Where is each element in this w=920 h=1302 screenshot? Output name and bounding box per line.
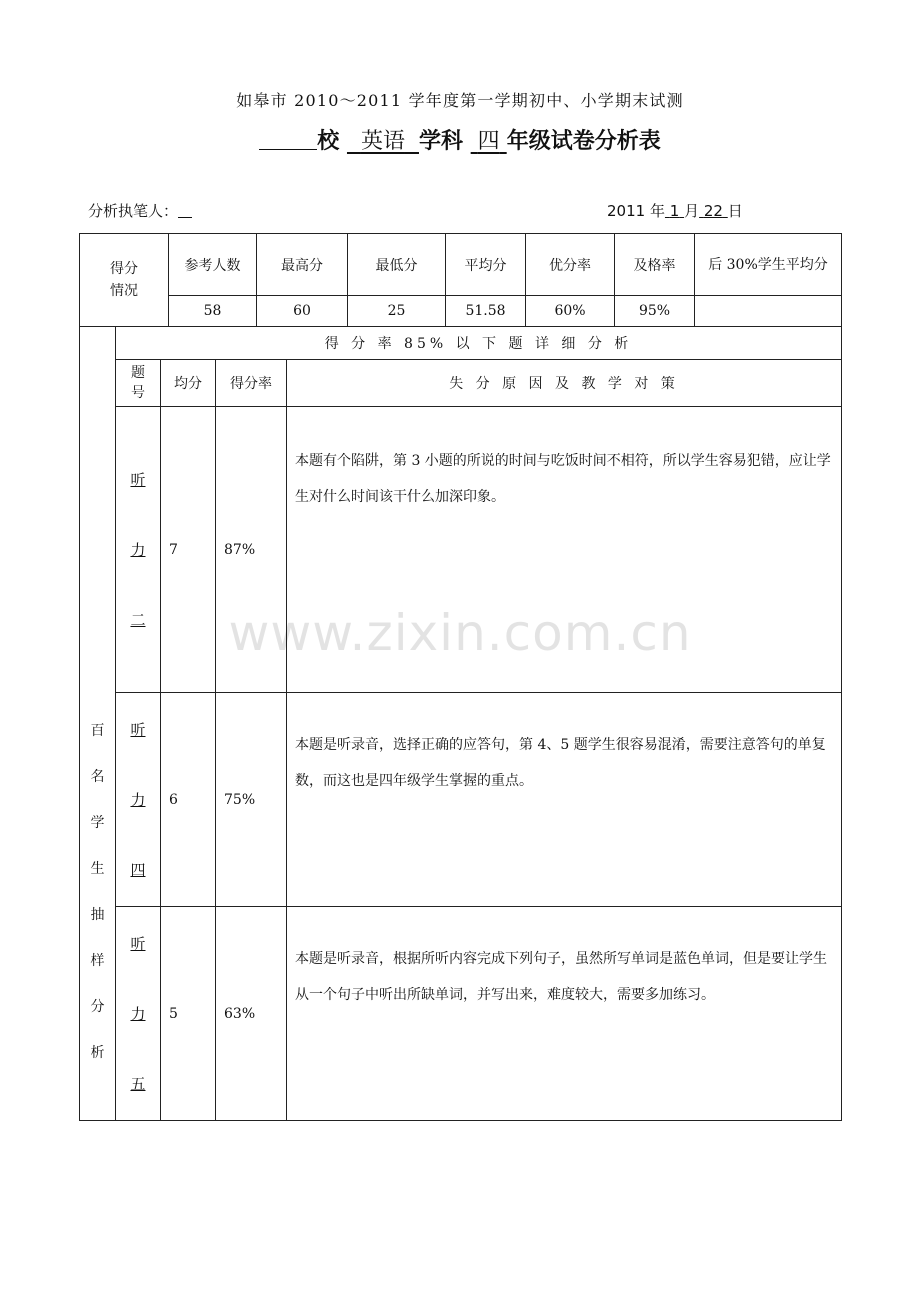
question-reason: 本题是听录音，根据所听内容完成下列句子，虽然所写单词是蓝色单词，但是要让学生从一个句子中听出所缺单词，并写出来，难度较大，需要多加练习。 [287,907,842,1121]
header-excellent-rate: 优分率 [526,234,615,296]
watermark: www.zixin.com.cn [228,604,692,662]
analysis-subheading: 得 分 率 85% 以 下 题 详 细 分 析 [116,327,842,360]
document-title-line2 [0,124,920,155]
subject-value: 英语 [360,129,405,154]
col-score-rate: 得分率 [216,360,287,407]
sample-analysis-table [79,326,842,1121]
value-pass-rate: 95% [615,296,695,327]
score-summary-table [79,233,842,327]
value-max: 60 [257,296,348,327]
col-reason: 失 分 原 因 及 教 学 对 策 [287,360,842,407]
author-label: 分析执笔人： [88,200,192,221]
school-suffix: 校 [317,129,340,154]
question-average: 7 [161,407,216,693]
question-average: 5 [161,907,216,1121]
col-question-number: 题 号 [116,360,161,407]
value-min: 25 [348,296,446,327]
header-max: 最高分 [257,234,348,296]
score-row-label: 得分 情况 [80,234,169,327]
header-pass-rate: 及格率 [615,234,695,296]
question-score-rate: 87% [216,407,287,693]
value-participants: 58 [169,296,257,327]
date-line: 2011 年 1 月 22 日 [607,202,743,220]
value-bottom30-average [695,296,842,327]
sample-analysis-label: 百 名 学 生 抽 样 分 析 [80,327,116,1121]
question-label: 听 力 四 [116,693,161,907]
grade-value: 四 [477,129,500,154]
question-reason: 本题有个陷阱，第 3 小题的所说的时间与吃饭时间不相符，所以学生容易犯错，应让学生对什么时间该干什么加深印象。 [287,407,842,693]
value-excellent-rate: 60% [526,296,615,327]
question-reason: 本题是听录音，选择正确的应答句，第 4、5 题学生很容易混淆，需要注意答句的单复数，而这也是四年级学生掌握的重点。 [287,693,842,907]
header-average: 平均分 [446,234,526,296]
subject-suffix: 学科 [418,129,463,154]
question-average: 6 [161,693,216,907]
document-title-line1: 如皋市 2010～2011 学年度第一学期初中、小学期末试测 [236,91,684,110]
title-suffix: 年级试卷分析表 [506,129,661,154]
value-average: 51.58 [446,296,526,327]
question-label: 听 力 二 [116,407,161,693]
question-label: 听 力 五 [116,907,161,1121]
school-blank [259,129,317,150]
col-average: 均分 [161,360,216,407]
header-bottom30-average: 后 30%学生平均分 [695,234,842,296]
header-participants: 参考人数 [169,234,257,296]
question-score-rate: 63% [216,907,287,1121]
header-min: 最低分 [348,234,446,296]
question-score-rate: 75% [216,693,287,907]
